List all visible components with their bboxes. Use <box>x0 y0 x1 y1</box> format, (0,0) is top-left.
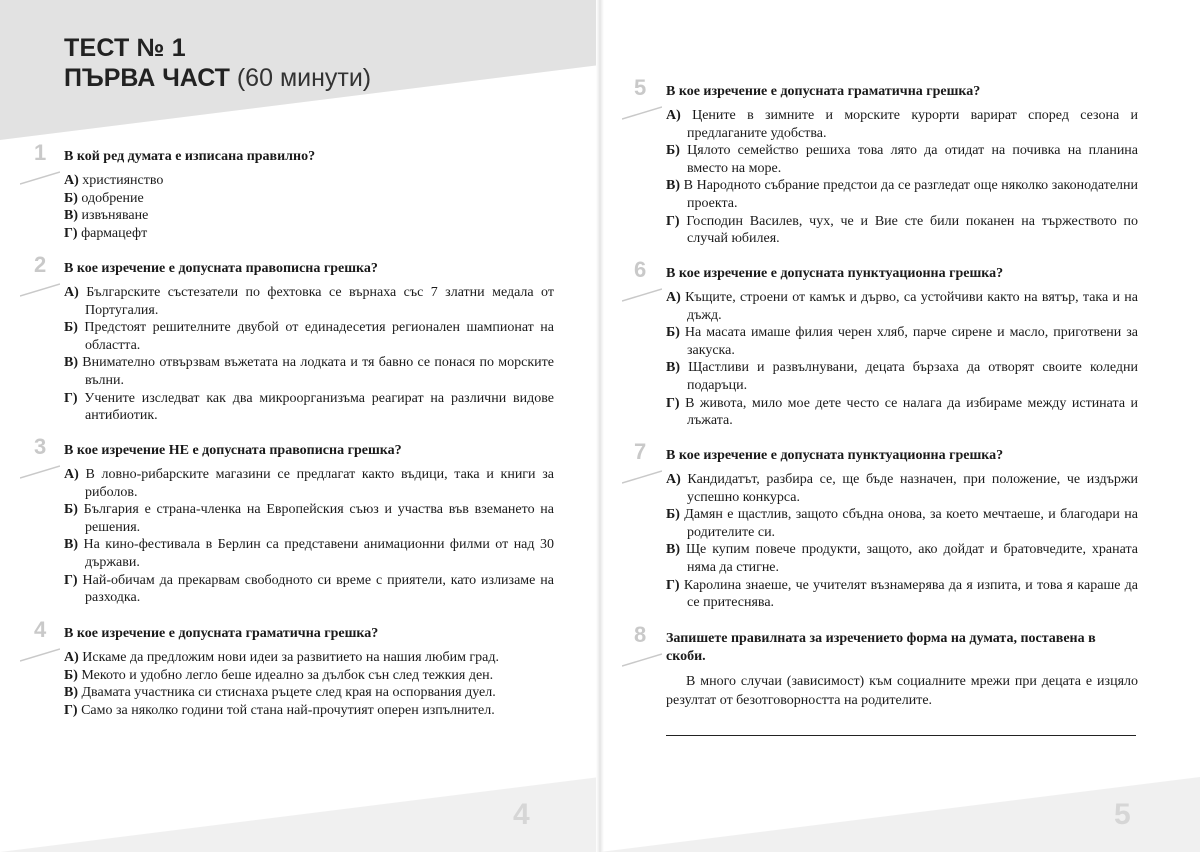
option-text: Цените в зимните и морските курорти варират според сезона и предлаганите удобства. <box>687 108 1139 141</box>
option-label: А) <box>64 285 79 300</box>
option-text: Най-обичам да прекарвам свободното си време с приятели, като излизаме на разходка. <box>82 572 554 606</box>
question-number-underline <box>622 97 662 121</box>
option-text: извъняване <box>81 208 149 224</box>
option-text: Предстоят решителните двубой от единадесетия регионален шампионат на областта. <box>84 320 554 353</box>
option-a[interactable] <box>64 172 554 190</box>
option-d[interactable] <box>666 395 1138 430</box>
option-label: Г) <box>64 225 78 241</box>
question-number: 8 <box>634 622 647 647</box>
option-a[interactable] <box>666 289 1138 324</box>
question-number-underline <box>622 461 662 485</box>
option-d[interactable] <box>64 702 554 720</box>
question-number-underline <box>622 279 662 303</box>
test-title: ТЕСТ № 1 <box>64 34 186 62</box>
question-text: В кое изречение е допусната граматична грешка? <box>64 626 379 641</box>
option-b[interactable] <box>64 319 554 354</box>
question-7 <box>634 439 1139 612</box>
option-d[interactable] <box>666 213 1138 248</box>
option-text: В живота, мило мое дете често се налага да избираме между истината и лъжата. <box>685 395 1138 429</box>
option-label: А) <box>666 472 681 487</box>
option-text: Двамата участника си стиснаха ръцете след края на оспорвания дуел. <box>81 685 496 701</box>
option-c[interactable] <box>64 207 554 225</box>
option-b[interactable] <box>64 501 554 536</box>
option-label: Г) <box>666 577 680 593</box>
question-text: Запишете правилната за изречението форма на думата, поставена в скоби. <box>666 631 1096 664</box>
option-text: На кино-фестивала в Берлин са представени анимационни филми от над 30 държави. <box>83 537 554 570</box>
option-text: Кандидатът, разбира се, ще бъде назначен, при положение, че издържи успешно конкурса. <box>687 472 1139 505</box>
right-page <box>600 0 1200 852</box>
page-number-left: 4 <box>513 798 530 831</box>
question-3 <box>34 434 555 607</box>
option-label: Б) <box>64 320 78 336</box>
option-text: одобрение <box>81 190 144 206</box>
option-c[interactable] <box>64 536 554 571</box>
option-c[interactable] <box>666 541 1138 576</box>
option-label: Г) <box>64 572 78 588</box>
option-a[interactable] <box>666 107 1138 142</box>
part-title-duration: (60 минути) <box>236 64 372 92</box>
option-label: А) <box>64 173 79 188</box>
option-label: В) <box>64 537 78 553</box>
question-5 <box>634 75 1139 248</box>
option-label: Б) <box>666 507 680 523</box>
option-d[interactable] <box>666 577 1138 612</box>
option-label: Б) <box>666 143 680 159</box>
question-number: 1 <box>34 140 47 165</box>
option-label: В) <box>666 360 680 376</box>
footer-band <box>600 777 1200 852</box>
option-label: Г) <box>666 213 680 229</box>
option-a[interactable] <box>64 466 554 501</box>
option-c[interactable] <box>64 354 554 389</box>
option-text: Само за няколко години той стана най-прочутият оперен изпълнител. <box>81 702 495 718</box>
option-c[interactable] <box>666 359 1138 394</box>
option-text: фармацефт <box>81 225 148 241</box>
option-b[interactable] <box>64 190 554 208</box>
question-8 <box>634 622 1138 736</box>
option-text: България е страна-членка на Европейския съюз и участва във вземането на решения. <box>83 502 555 535</box>
question-1 <box>34 140 554 242</box>
option-a[interactable] <box>666 471 1138 506</box>
option-label: Б) <box>666 325 680 341</box>
part-title-bold: ПЪРВА ЧАСТ <box>64 64 230 92</box>
question-number: 7 <box>634 439 647 464</box>
question-number: 6 <box>634 257 647 282</box>
option-text: Внимателно отвързвам въжетата на лодката и тя бавно се понася по морските вълни. <box>82 355 554 388</box>
option-d[interactable] <box>64 390 554 425</box>
question-number: 3 <box>34 434 47 459</box>
option-label: А) <box>64 650 79 665</box>
option-text: Каролина знаеше, че учителят възнамерява да я изпита, и това я караше да се притеснява. <box>683 577 1139 611</box>
option-text: Щастливи и развълнувани, децата бързаха да отворят своите коледни подаръци. <box>687 360 1138 393</box>
question-number-underline <box>20 274 60 298</box>
option-label: Б) <box>64 502 78 518</box>
option-text: Цялото семейство решихa това лято да отидат на почивка на планина вместо на море. <box>687 143 1139 176</box>
part-title <box>64 63 371 93</box>
option-label: В) <box>64 355 78 371</box>
option-label: А) <box>64 467 79 482</box>
option-a[interactable] <box>64 649 554 667</box>
question-text: В кое изречение е допусната граматична грешка? <box>666 84 981 99</box>
option-label: А) <box>666 108 681 123</box>
option-label: Б) <box>64 190 78 206</box>
question-text: В кое изречение е допусната правописна грешка? <box>64 261 378 276</box>
option-text: В ловно-рибарските магазини се предлагат както въдици, така и книги за риболов. <box>85 467 555 500</box>
option-label: Г) <box>64 390 78 406</box>
option-text: Дамян е щастлив, защото сбъдна онова, за което мечтаеше, и благодари на родителите си. <box>684 507 1138 540</box>
question-number: 5 <box>634 75 647 100</box>
footer-band <box>0 777 600 852</box>
option-b[interactable] <box>666 142 1138 177</box>
option-b[interactable] <box>666 324 1138 359</box>
option-label: А) <box>666 290 681 305</box>
question-text: В кое изречение е допусната пунктуационна грешка? <box>666 448 1004 463</box>
option-text: Българските състезатели по фехтовка се върнаха със 7 златни медала от Португалия. <box>85 285 554 318</box>
option-text: Господин Василев, чух, че и Вие сте били поканен на тържеството по случай юбилея. <box>686 213 1138 247</box>
option-text: Учените изследват как два микроорганизъма реагират на различни видове антибиотик. <box>84 390 555 424</box>
option-text: Искаме да предложим нови идеи за развитието на нашия любим град. <box>82 650 500 665</box>
option-a[interactable] <box>64 284 554 319</box>
question-text: В кой ред думата е изписана правилно? <box>64 149 316 164</box>
option-label: Г) <box>64 702 78 718</box>
question-6 <box>634 257 1139 430</box>
option-text: В Народното събрание предстои да се разгледат още няколко законодателни проекта. <box>683 178 1139 211</box>
question-paragraph: В много случаи (зависимост) към социалните мрежи при децата е изцяло резултат от безотговорността на родителите. <box>666 674 1138 708</box>
option-d[interactable] <box>64 572 554 607</box>
question-4 <box>34 617 554 719</box>
option-label: В) <box>64 685 78 701</box>
option-text: Къщите, строени от камък и дърво, са устойчиви както на вятър, така и на дъжд. <box>685 290 1139 323</box>
page-number-right: 5 <box>1114 798 1131 831</box>
question-number: 4 <box>34 617 47 642</box>
option-b[interactable] <box>666 506 1138 541</box>
option-c[interactable] <box>666 177 1138 212</box>
option-text: Мекото и удобно легло беше идеално за дълбок сън след тежкия ден. <box>81 667 494 683</box>
question-text: В кое изречение е допусната пунктуационна грешка? <box>666 266 1004 281</box>
option-d[interactable] <box>64 225 554 243</box>
option-b[interactable] <box>64 667 554 685</box>
option-text: На масата имаше филия черен хляб, парче сирене и масло, приготвени за закуска. <box>684 325 1139 358</box>
question-text: В кое изречение НЕ е допусната правописна грешка? <box>64 443 402 458</box>
option-text: Ще купим повече продукти, защото, ако дойдат и братовчедите, храната няма да стигне. <box>685 542 1138 575</box>
title-block <box>64 33 371 93</box>
question-number-underline <box>20 456 60 480</box>
option-label: В) <box>64 208 78 224</box>
question-number-underline <box>622 644 662 668</box>
question-number: 2 <box>34 252 47 277</box>
option-text: християнство <box>82 173 164 188</box>
option-label: Г) <box>666 395 680 411</box>
question-2 <box>34 252 555 425</box>
option-c[interactable] <box>64 684 554 702</box>
option-label: Б) <box>64 667 78 683</box>
option-label: В) <box>666 542 680 558</box>
answer-line[interactable] <box>666 735 1136 736</box>
question-number-underline <box>20 639 60 663</box>
option-label: В) <box>666 178 680 194</box>
question-number-underline <box>20 162 60 186</box>
